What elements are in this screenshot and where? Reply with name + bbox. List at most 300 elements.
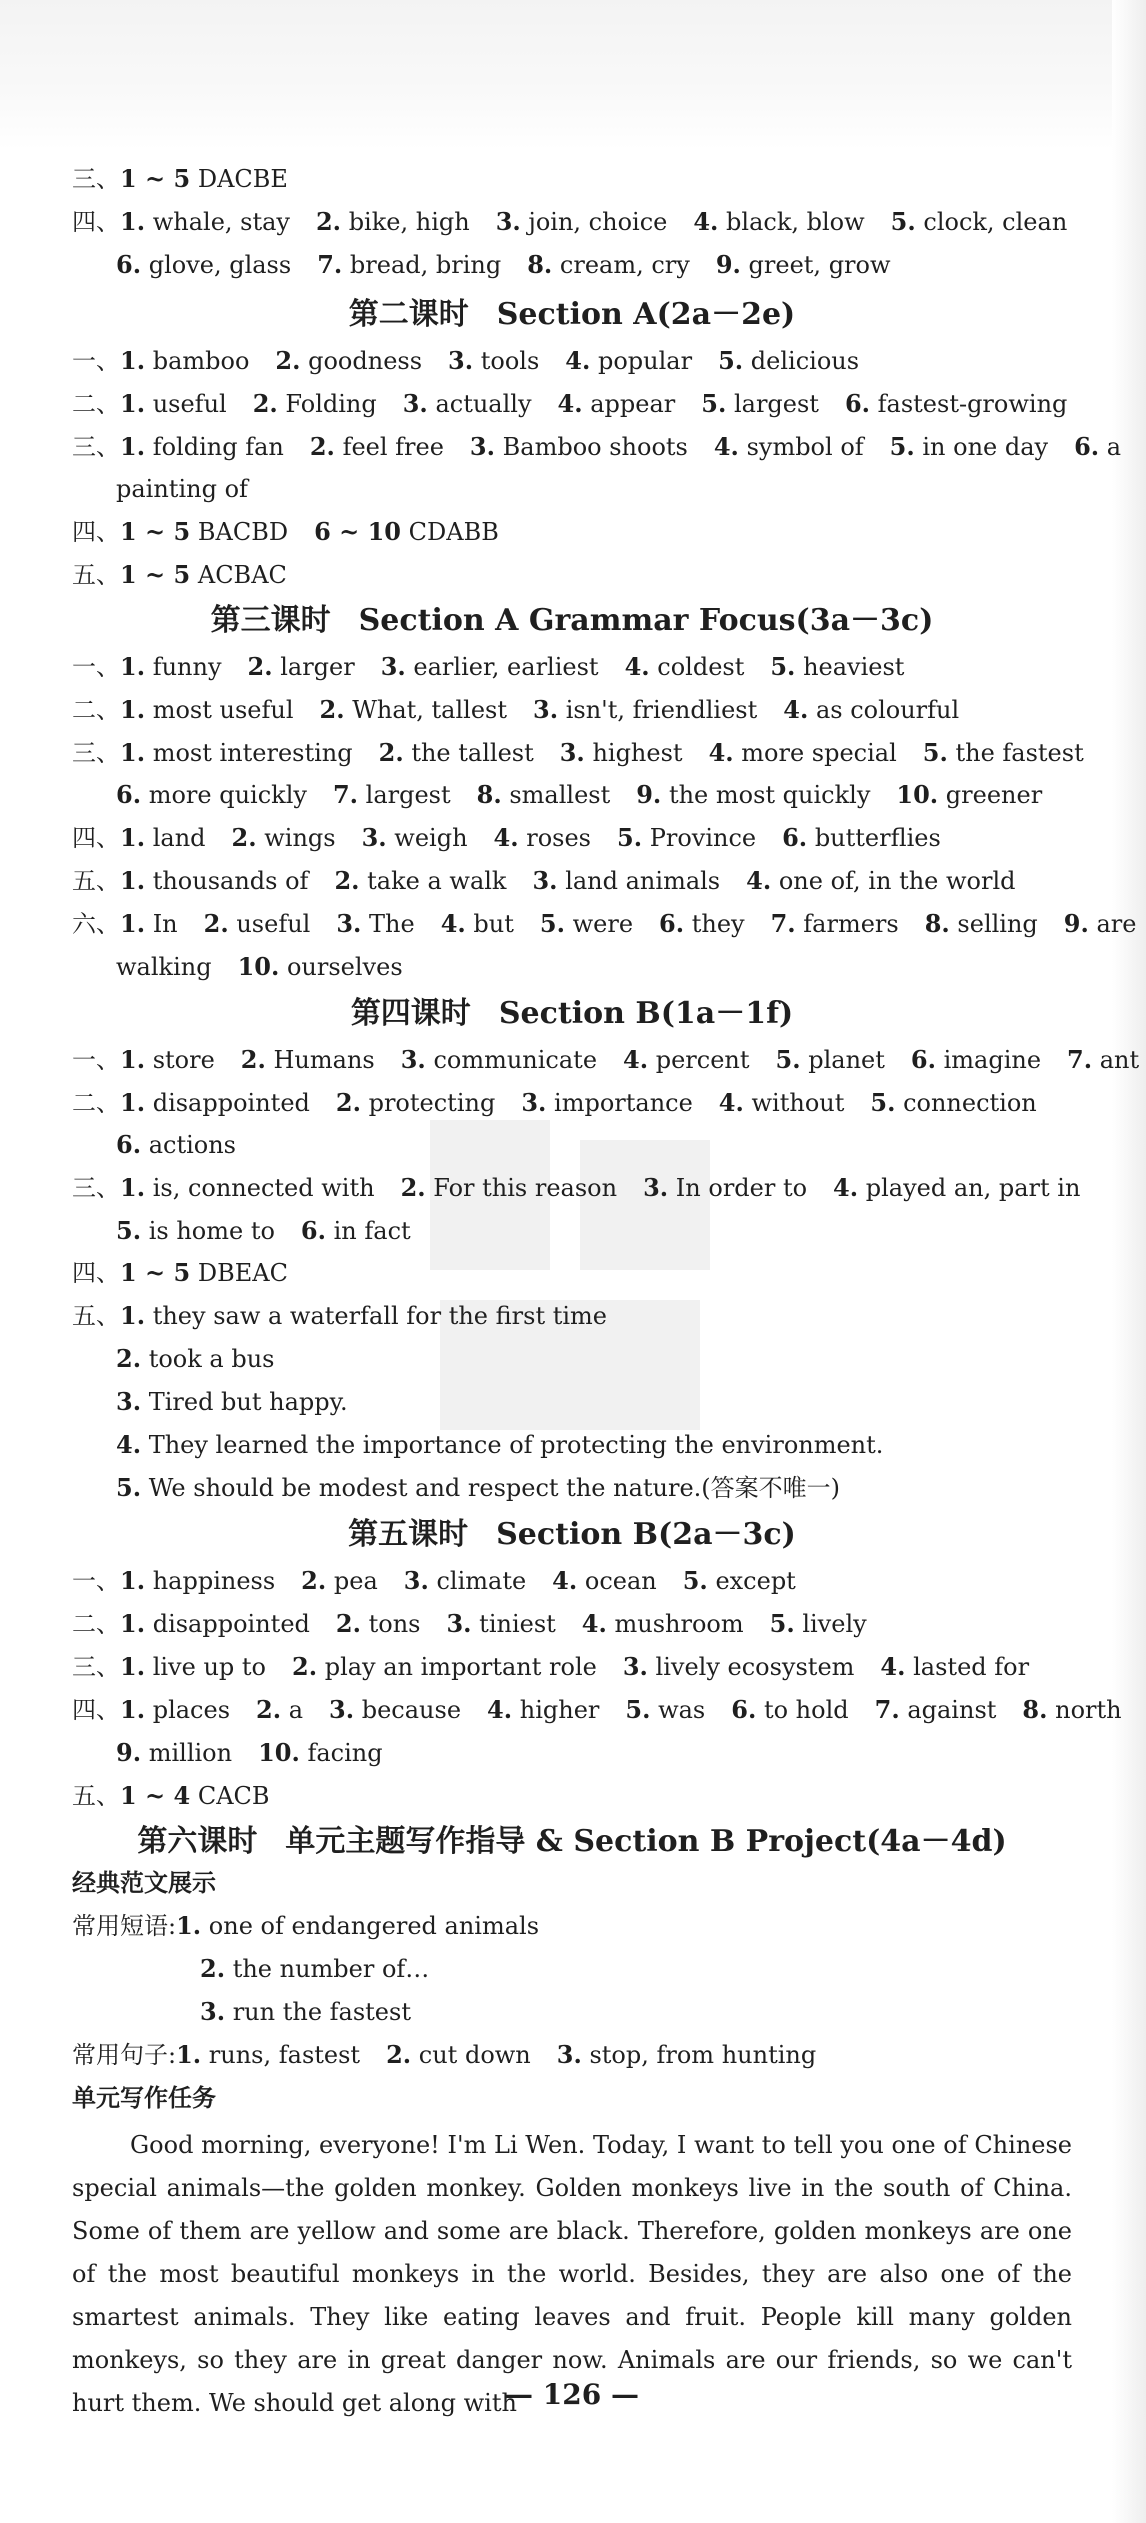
answer-text: ocean xyxy=(584,1567,657,1595)
answer-item xyxy=(116,1739,232,1767)
answer-item xyxy=(1074,433,1121,461)
answer-item xyxy=(120,1610,310,1638)
answer-number: 7. xyxy=(770,909,796,938)
answer-text: For this reason xyxy=(433,1174,618,1202)
answer-number: 4. xyxy=(880,1652,906,1681)
answer-number: 3. xyxy=(622,1652,648,1681)
answer-number: 1. xyxy=(120,823,146,852)
answer-text: coldest xyxy=(657,653,745,681)
answer-number: 3. xyxy=(329,1695,355,1724)
answer-item xyxy=(120,347,249,375)
question-group-label: 四、 xyxy=(72,1259,120,1287)
answer-text: What, tallest xyxy=(352,696,508,724)
answer-number: 5. xyxy=(617,823,643,852)
answer-number: 6. xyxy=(116,1130,142,1159)
answer-number: 2. xyxy=(275,346,301,375)
answer-text: protecting xyxy=(368,1089,496,1117)
answer-number: 3. xyxy=(448,346,474,375)
answer-text: played an, part in xyxy=(865,1174,1081,1202)
answer-text: They learned the importance of protecting the environment. xyxy=(148,1431,884,1459)
answer-item xyxy=(925,910,1038,938)
answer-item xyxy=(120,1782,270,1810)
answer-text: most useful xyxy=(152,696,294,724)
answer-item xyxy=(625,653,745,681)
answer-item xyxy=(116,781,307,809)
question-group-label: 二、 xyxy=(72,696,120,724)
answer-text: one of, in the world xyxy=(778,867,1016,895)
answer-item xyxy=(623,1653,855,1681)
answer-text: without xyxy=(751,1089,845,1117)
answer-item xyxy=(120,1174,375,1202)
answer-text: roses xyxy=(526,824,591,852)
answer-item xyxy=(120,1302,607,1330)
sentence-item: 2. cut down xyxy=(386,2040,531,2069)
answer-item xyxy=(329,1696,461,1724)
answer-text: In xyxy=(152,910,178,938)
answer-text: play an important role xyxy=(324,1653,597,1681)
answer-number: 4. xyxy=(713,432,739,461)
answer-text: appear xyxy=(590,390,676,418)
answer-line xyxy=(116,1428,909,1462)
answer-number: 4. xyxy=(693,207,719,236)
answer-item xyxy=(317,251,501,279)
answer-text: largest xyxy=(733,390,819,418)
answer-item xyxy=(875,1696,997,1724)
answer-number: 4. xyxy=(493,823,519,852)
answer-text: delicious xyxy=(750,347,860,375)
answer-text: imagine xyxy=(943,1046,1042,1074)
answer-text: happiness xyxy=(152,1567,276,1595)
answer-item xyxy=(1067,1046,1139,1074)
answer-text: fastest-growing xyxy=(877,390,1068,418)
answer-number: 6. xyxy=(731,1695,757,1724)
answer-item xyxy=(116,1474,840,1502)
answer-text: places xyxy=(152,1696,231,1724)
answer-text: walking xyxy=(116,953,212,981)
answer-number: 6. xyxy=(659,909,685,938)
answer-text: useful xyxy=(152,390,227,418)
answer-item xyxy=(441,910,514,938)
answer-item xyxy=(120,390,227,418)
answer-text: popular xyxy=(597,347,693,375)
answer-item xyxy=(379,739,534,767)
answer-line xyxy=(72,515,525,549)
answer-item xyxy=(120,824,206,852)
answer-number: 5. xyxy=(770,652,796,681)
answer-line xyxy=(116,1385,374,1419)
answer-number: 9. xyxy=(1063,909,1089,938)
answer-text: Province xyxy=(649,824,757,852)
answer-item xyxy=(625,1696,705,1724)
answer-number: 2. xyxy=(256,1695,282,1724)
answer-text: earlier, earliest xyxy=(413,653,599,681)
answer-number: 4. xyxy=(552,1566,578,1595)
answer-text: wings xyxy=(264,824,336,852)
answer-number: 7. xyxy=(332,780,358,809)
answer-number: 4. xyxy=(116,1430,142,1459)
question-group-label: 三、 xyxy=(72,739,120,767)
answer-item xyxy=(314,518,499,546)
answer-item xyxy=(870,1089,1036,1117)
question-group-label: 六、 xyxy=(72,910,120,938)
answer-item xyxy=(336,910,414,938)
answer-number: 1. xyxy=(120,1173,146,1202)
question-group-label: 四、 xyxy=(72,208,120,236)
answer-number: 3. xyxy=(533,695,559,724)
answer-number: 4. xyxy=(746,866,772,895)
answer-item xyxy=(683,1567,796,1595)
answer-item xyxy=(248,653,355,681)
answer-item xyxy=(521,1089,692,1117)
phrase-item: 3. run the fastest xyxy=(200,1997,411,2026)
answer-number: 1. xyxy=(120,1088,146,1117)
answer-text: lively ecosystem xyxy=(655,1653,855,1681)
answer-item xyxy=(770,1610,867,1638)
answer-item xyxy=(693,208,864,236)
question-group-label: 一、 xyxy=(72,1046,120,1074)
answer-number: 6. xyxy=(1074,432,1100,461)
answer-item xyxy=(120,208,290,236)
answer-number: 3. xyxy=(495,207,521,236)
answer-text: are xyxy=(1096,910,1137,938)
answer-number: 8. xyxy=(924,909,950,938)
answer-line xyxy=(72,162,314,196)
answer-text: actions xyxy=(148,1131,236,1159)
answer-item xyxy=(533,696,757,724)
answer-text: more special xyxy=(741,739,897,767)
answer-text: greet, grow xyxy=(748,251,891,279)
answer-text: percent xyxy=(655,1046,750,1074)
answer-item xyxy=(560,739,683,767)
phrases-line xyxy=(200,1952,429,1986)
answer-text: bread, bring xyxy=(349,251,502,279)
answer-line xyxy=(116,778,1068,812)
answer-item xyxy=(477,781,611,809)
answer-item xyxy=(316,208,470,236)
answer-number: 5. xyxy=(682,1566,708,1595)
answer-text: largest xyxy=(365,781,451,809)
scan-shadow-edge xyxy=(1112,0,1146,2523)
answer-item xyxy=(558,390,676,418)
question-group-label: 四、 xyxy=(72,1696,120,1724)
answer-line xyxy=(116,472,274,506)
answer-number: 5. xyxy=(775,1045,801,1074)
answer-number: 2. xyxy=(335,1088,361,1117)
writing-task-title: 单元写作任务 xyxy=(72,2084,216,2112)
answer-line xyxy=(72,907,1146,941)
answer-line xyxy=(72,1779,296,1813)
answer-page xyxy=(72,0,1140,2523)
answer-number: 3. xyxy=(446,1609,472,1638)
answer-text: clock, clean xyxy=(923,208,1068,236)
answer-text: BACBD xyxy=(197,518,289,546)
page-number: — 126 — xyxy=(505,2378,639,2411)
answer-item xyxy=(617,824,756,852)
answer-item xyxy=(292,1653,597,1681)
phrase-item: 1. one of endangered animals xyxy=(176,1911,540,1940)
answer-text: most interesting xyxy=(152,739,353,767)
answer-item xyxy=(448,347,539,375)
answer-number: 2. xyxy=(400,1173,426,1202)
answer-item xyxy=(120,165,288,193)
answer-line xyxy=(72,1693,1146,1727)
answer-number: 4. xyxy=(557,389,583,418)
answer-item xyxy=(746,867,1015,895)
essay-paragraph: Good morning, everyone! I'm Li Wen. Today, I want to tell you one of Chinese special animals—the golden monkey. Golden monkeys live in the south of China. Some of them are yellow and some are black. Therefore, golden monkeys are one of the most beautiful monkeys in the world. Besides, they are also one of the smartest animals. They like eating leaves and fruit. People kill many golden monkeys, so they are in great danger now. Animals are our friends, so we can't hurt them. We should get along with xyxy=(72,2131,1072,2417)
answer-item xyxy=(204,910,311,938)
answer-line xyxy=(72,736,1110,770)
answer-number: 6. xyxy=(116,250,142,279)
answer-item xyxy=(470,433,688,461)
answer-item xyxy=(401,1046,597,1074)
answer-number: 5. xyxy=(539,909,565,938)
answer-item xyxy=(446,1610,555,1638)
answer-text: except xyxy=(715,1567,796,1595)
answer-text: tiniest xyxy=(479,1610,556,1638)
answer-text: CACB xyxy=(197,1782,270,1810)
answer-item xyxy=(120,1653,266,1681)
question-group-label: 五、 xyxy=(72,1302,120,1330)
answer-number: 4. xyxy=(624,652,650,681)
answer-text: funny xyxy=(152,653,222,681)
answer-number: 5. xyxy=(116,1473,142,1502)
answer-item xyxy=(1022,1696,1121,1724)
answer-text: actually xyxy=(435,390,532,418)
answer-item xyxy=(714,433,864,461)
sentences-label: 常用句子: xyxy=(72,2041,177,2069)
answer-text: The xyxy=(369,910,415,938)
sentence-item: 1. runs, fastest xyxy=(176,2040,361,2069)
phrases-line xyxy=(72,1909,539,1943)
answer-number: 3. xyxy=(400,1045,426,1074)
answer-item xyxy=(116,475,248,503)
answer-number: 5. xyxy=(922,738,948,767)
question-group-label: 三、 xyxy=(72,1653,120,1681)
answer-number: 1. xyxy=(120,1045,146,1074)
sentence-item: 3. stop, from hunting xyxy=(556,2040,817,2069)
answer-item xyxy=(718,347,859,375)
answer-item xyxy=(120,910,178,938)
answer-item xyxy=(701,390,819,418)
answer-number: 2. xyxy=(247,652,273,681)
answer-text: land xyxy=(152,824,206,852)
answer-text: whale, stay xyxy=(152,208,290,236)
answer-item xyxy=(120,1567,275,1595)
answer-item xyxy=(238,953,403,981)
answer-item xyxy=(540,910,633,938)
answer-text: larger xyxy=(280,653,355,681)
answer-line xyxy=(72,1607,893,1641)
answer-line xyxy=(72,821,967,855)
answer-item xyxy=(496,208,668,236)
question-group-label: 三、 xyxy=(72,165,120,193)
answer-text: bike, high xyxy=(348,208,470,236)
answer-number: 1. xyxy=(120,1609,146,1638)
answer-number: 3. xyxy=(643,1173,669,1202)
answer-number: 2. xyxy=(335,1609,361,1638)
question-group-label: 四、 xyxy=(72,824,120,852)
answer-number: 1. xyxy=(120,866,146,895)
answer-item xyxy=(336,1089,495,1117)
answer-item xyxy=(401,1174,618,1202)
answer-line xyxy=(72,1171,1106,1205)
question-group-label: 五、 xyxy=(72,867,120,895)
answer-text: is, connected with xyxy=(152,1174,375,1202)
answer-number: 6 ~ 10 xyxy=(314,517,401,546)
section-heading: 第二课时 Section A(2a－2e) xyxy=(348,297,796,332)
answer-number: 3. xyxy=(402,389,428,418)
answer-text: Folding xyxy=(285,390,377,418)
answer-text: We should be modest and respect the nature.(答案不唯一) xyxy=(148,1474,841,1502)
answer-number: 2. xyxy=(252,389,278,418)
answer-item xyxy=(232,824,336,852)
sentences-line xyxy=(72,2038,842,2072)
answer-text: goodness xyxy=(308,347,423,375)
answer-item xyxy=(120,1046,215,1074)
answer-number: 6. xyxy=(782,823,808,852)
answer-item xyxy=(362,824,468,852)
answer-number: 7. xyxy=(1067,1045,1093,1074)
answer-text: black, blow xyxy=(726,208,865,236)
question-group-label: 四、 xyxy=(72,518,120,546)
answer-number: 3. xyxy=(336,909,362,938)
question-group-label: 三、 xyxy=(72,433,120,461)
answer-number: 3. xyxy=(521,1088,547,1117)
answer-item xyxy=(782,824,941,852)
question-group-label: 一、 xyxy=(72,347,120,375)
answer-number: 1 ~ 5 xyxy=(120,560,191,589)
answer-text: higher xyxy=(519,1696,600,1724)
answer-text: because xyxy=(361,1696,462,1724)
answer-number: 10. xyxy=(258,1738,300,1767)
answer-number: 3. xyxy=(116,1387,142,1416)
answer-item xyxy=(896,781,1042,809)
phrases-line xyxy=(200,1995,411,2029)
answer-text: they saw a waterfall for the first time xyxy=(152,1302,607,1330)
answer-item xyxy=(890,433,1048,461)
answer-number: 1. xyxy=(120,695,146,724)
answer-item xyxy=(923,739,1084,767)
answer-number: 2. xyxy=(334,866,360,895)
answer-text: took a bus xyxy=(148,1345,275,1373)
answer-line xyxy=(72,205,1093,239)
answer-item xyxy=(636,781,870,809)
answer-number: 2. xyxy=(301,1566,327,1595)
answer-line xyxy=(72,1086,1063,1120)
answer-text: importance xyxy=(554,1089,693,1117)
answer-number: 5. xyxy=(870,1088,896,1117)
answer-line xyxy=(72,1650,1055,1684)
answer-item xyxy=(120,1089,310,1117)
answer-text: store xyxy=(152,1046,215,1074)
question-group-label: 一、 xyxy=(72,653,120,681)
answer-item xyxy=(776,1046,885,1074)
answer-item xyxy=(783,696,959,724)
answer-text: Tired but happy. xyxy=(148,1388,348,1416)
answer-text: Bamboo shoots xyxy=(502,433,688,461)
answer-number: 1. xyxy=(120,652,146,681)
answer-item xyxy=(120,1259,288,1287)
answer-item xyxy=(120,518,288,546)
answer-text: cream, cry xyxy=(559,251,690,279)
answer-line xyxy=(116,950,429,984)
answer-item xyxy=(716,251,891,279)
answer-number: 6. xyxy=(300,1216,326,1245)
answer-item xyxy=(320,696,508,724)
answer-number: 1. xyxy=(120,1566,146,1595)
answer-item xyxy=(336,1610,421,1638)
answer-item xyxy=(120,867,308,895)
answer-text: ourselves xyxy=(286,953,403,981)
answer-number: 6. xyxy=(116,780,142,809)
answer-text: communicate xyxy=(433,1046,598,1074)
answer-number: 7. xyxy=(874,1695,900,1724)
answer-line xyxy=(116,248,917,282)
answer-item xyxy=(770,653,904,681)
answer-item xyxy=(116,953,212,981)
answer-number: 4. xyxy=(718,1088,744,1117)
answer-item xyxy=(771,910,899,938)
answer-line xyxy=(72,1299,633,1333)
question-group-label: 二、 xyxy=(72,390,120,418)
answer-line xyxy=(72,1256,314,1290)
answer-text: highest xyxy=(592,739,683,767)
answer-text: planet xyxy=(808,1046,885,1074)
answer-number: 4. xyxy=(783,695,809,724)
answer-text: ant xyxy=(1099,1046,1140,1074)
answer-text: isn't, friendliest xyxy=(565,696,758,724)
answer-text: million xyxy=(148,1739,233,1767)
model-essay-title: 经典范文展示 xyxy=(72,1869,216,1897)
answer-item xyxy=(120,739,353,767)
answer-text: ACBAC xyxy=(197,561,287,589)
answer-text: DBEAC xyxy=(197,1259,288,1287)
answer-item xyxy=(116,251,291,279)
answer-number: 3. xyxy=(380,652,406,681)
answer-item xyxy=(116,1388,348,1416)
answer-line xyxy=(72,344,885,378)
answer-text: smallest xyxy=(509,781,611,809)
answer-text: the tallest xyxy=(411,739,534,767)
answer-number: 1 ~ 5 xyxy=(120,1258,191,1287)
answer-number: 4. xyxy=(708,738,734,767)
answer-number: 4. xyxy=(623,1045,649,1074)
answer-item xyxy=(301,1567,378,1595)
answer-item xyxy=(643,1174,807,1202)
answer-text: thousands of xyxy=(152,867,309,895)
answer-number: 3. xyxy=(469,432,495,461)
answer-number: 2. xyxy=(378,738,404,767)
answer-number: 8. xyxy=(1022,1695,1048,1724)
answer-number: 5. xyxy=(625,1695,651,1724)
answer-text: they xyxy=(691,910,745,938)
answer-item xyxy=(403,390,532,418)
answer-text: disappointed xyxy=(152,1610,310,1638)
answer-item xyxy=(845,390,1067,418)
answer-text: lively xyxy=(802,1610,867,1638)
answer-number: 8. xyxy=(476,780,502,809)
answer-line xyxy=(72,864,1042,898)
answer-text: facing xyxy=(307,1739,383,1767)
answer-number: 9. xyxy=(715,250,741,279)
answer-text: butterflies xyxy=(814,824,941,852)
answer-number: 1. xyxy=(120,389,146,418)
answer-item xyxy=(1064,910,1137,938)
answer-item xyxy=(258,1739,383,1767)
question-group-label: 五、 xyxy=(72,561,120,589)
answer-number: 4. xyxy=(565,346,591,375)
question-group-label: 五、 xyxy=(72,1782,120,1810)
